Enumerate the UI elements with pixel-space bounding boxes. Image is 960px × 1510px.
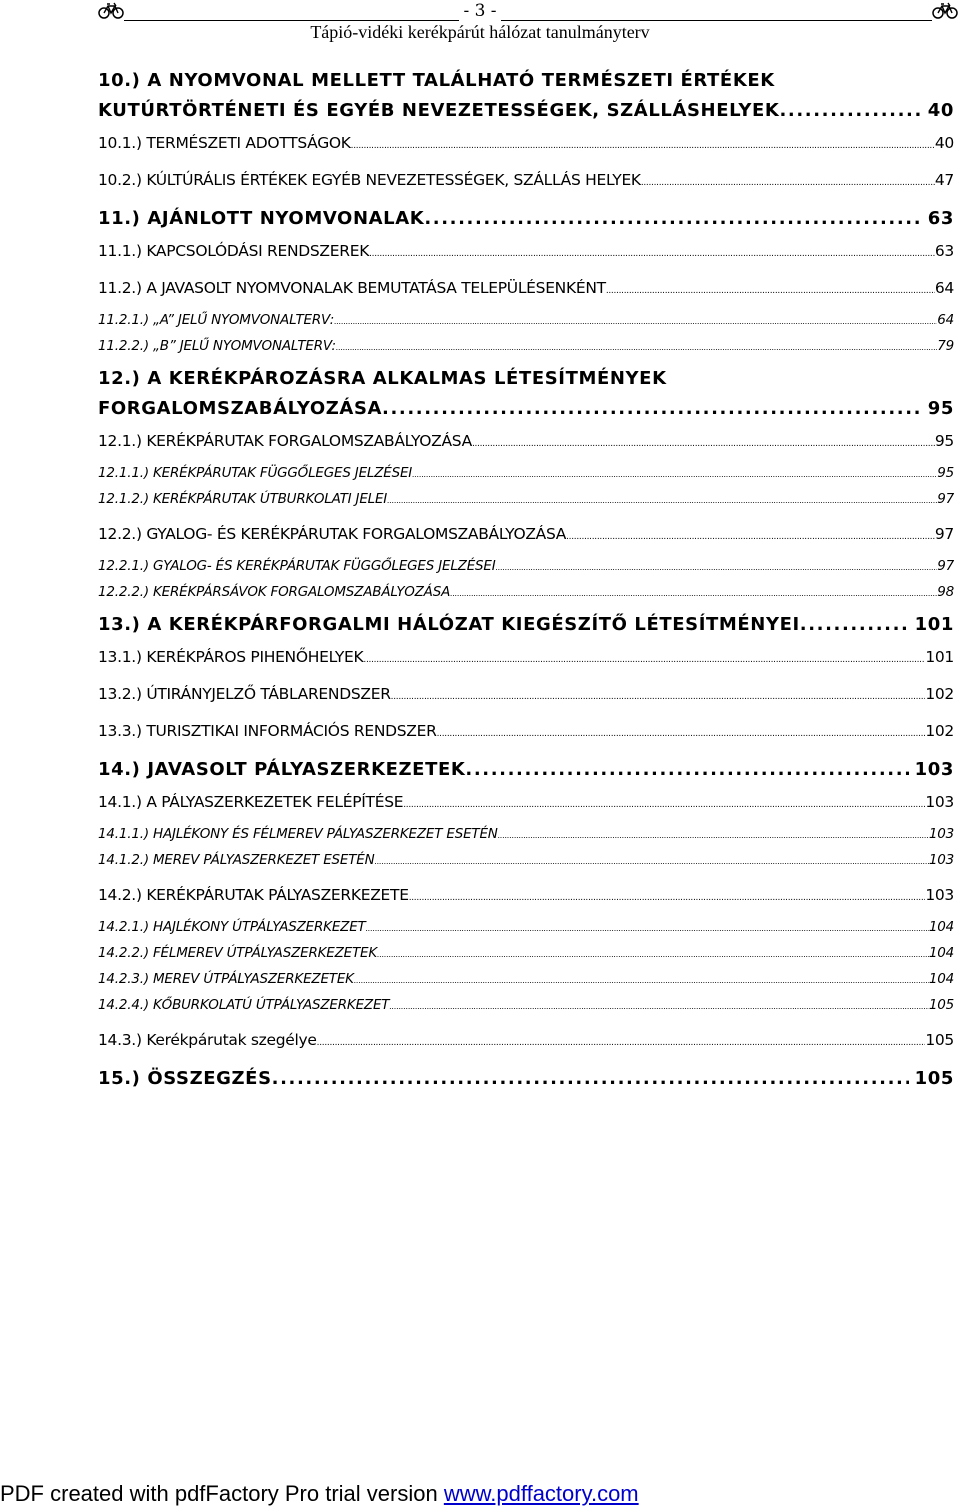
toc-page-number: 103 xyxy=(925,793,954,811)
dot-leader xyxy=(403,788,925,822)
toc-entry-title-line2: KUTÚRTÖRTÉNETI ÉS EGYÉB NEVEZETESSÉGEK, SZÁLLÁSHELYEK xyxy=(98,100,780,121)
toc-entry[interactable] xyxy=(98,424,954,461)
toc-entry-title: 11.) AJÁNLOTT NYOMVONALAK xyxy=(98,208,425,229)
toc-entry[interactable] xyxy=(98,941,954,967)
page-number: - 3 - xyxy=(459,1,500,21)
toc-entry-title: 14.2.4.) KŐBURKOLATÚ ÚTPÁLYASZERKEZET xyxy=(98,997,390,1013)
toc-page-number: 104 xyxy=(928,945,954,961)
dot-leader xyxy=(779,96,921,126)
page-header xyxy=(0,0,960,44)
dot-leader xyxy=(465,755,908,785)
toc-entry[interactable] xyxy=(98,461,954,487)
toc-entry-title: 14.2.1.) HAJLÉKONY ÚTPÁLYASZERKEZET xyxy=(98,919,366,935)
pdf-footer xyxy=(0,1479,639,1509)
toc-entry-title: 11.2.2.) „B” JELŰ NYOMVONALTERV: xyxy=(98,338,336,354)
dot-leader xyxy=(566,520,935,554)
toc-entry[interactable] xyxy=(98,334,954,360)
dot-leader xyxy=(498,823,929,848)
toc-entry-title-line1: 10.) A NYOMVONAL MELLETT TALÁLHATÓ TERMÉSZETI ÉRTÉKEK xyxy=(98,70,775,91)
toc-page-number: 95 xyxy=(934,432,954,450)
toc-entry-title: 10.2.) KÚLTÚRÁLIS ÉRTÉKEK EGYÉB NEVEZETESSÉGEK, SZÁLLÁS HELYEK xyxy=(98,171,641,189)
toc-entry-title: 12.1.2.) KERÉKPÁRUTAK ÚTBURKOLATI JELEI xyxy=(98,491,388,507)
toc-entry[interactable] xyxy=(98,308,954,334)
document-title: Tápió-vidéki kerékpárút hálózat tanulmányterv xyxy=(310,22,650,42)
toc-entry[interactable] xyxy=(98,554,954,580)
table-of-contents xyxy=(98,66,954,1094)
toc-entry[interactable] xyxy=(98,714,954,751)
header-rule xyxy=(124,20,932,21)
toc-page-number: 101 xyxy=(925,648,954,666)
toc-page-number: 105 xyxy=(914,1068,954,1089)
toc-page-number: 103 xyxy=(928,852,954,868)
dot-leader xyxy=(369,237,935,271)
toc-page-number: 95 xyxy=(927,398,954,419)
toc-page-number: 64 xyxy=(934,279,954,297)
toc-entry[interactable] xyxy=(98,204,954,234)
footer-text: PDF created with pdfFactory Pro trial version xyxy=(0,1481,444,1506)
dot-leader xyxy=(375,849,929,874)
toc-entry-title: 14.1.) A PÁLYASZERKEZETEK FELÉPÍTÉSE xyxy=(98,793,404,811)
toc-entry[interactable] xyxy=(98,848,954,874)
toc-page-number: 102 xyxy=(925,685,954,703)
toc-entry[interactable] xyxy=(98,163,954,200)
toc-page-number: 102 xyxy=(925,722,954,740)
dot-leader xyxy=(382,394,922,424)
toc-page-number: 103 xyxy=(925,886,954,904)
toc-page-number: 103 xyxy=(928,826,954,842)
toc-entry-title: 11.1.) KAPCSOLÓDÁSI RENDSZEREK xyxy=(98,242,370,260)
dot-leader xyxy=(496,555,938,580)
toc-page-number: 63 xyxy=(927,208,954,229)
toc-entry[interactable] xyxy=(98,610,954,640)
toc-entry-title: 14.2.3.) MEREV ÚTPÁLYASZERKEZETEK xyxy=(98,971,354,987)
toc-entry-title: 12.2.) GYALOG- ÉS KERÉKPÁRUTAK FORGALOMSZABÁLYOZÁSA xyxy=(98,525,567,543)
toc-page-number: 104 xyxy=(928,919,954,935)
toc-entry[interactable] xyxy=(98,580,954,606)
toc-entry-title: 11.2.) A JAVASOLT NYOMVONALAK BEMUTATÁSA TELEPÜLÉSENKÉNT xyxy=(98,279,606,297)
toc-page-number: 97 xyxy=(937,558,954,574)
toc-entry-title-line1: 12.) A KERÉKPÁROZÁSRA ALKALMAS LÉTESÍTMÉNYEK xyxy=(98,368,667,389)
dot-leader xyxy=(363,643,925,677)
dot-leader xyxy=(409,881,926,915)
dot-leader xyxy=(437,717,926,751)
toc-entry-title-line2: FORGALOMSZABÁLYOZÁSA xyxy=(98,398,383,419)
toc-page-number: 79 xyxy=(937,338,954,354)
toc-entry-title: 14.) JAVASOLT PÁLYASZERKEZETEK xyxy=(98,759,466,780)
toc-entry[interactable] xyxy=(98,915,954,941)
toc-entry-title: 13.) A KERÉKPÁRFORGALMI HÁLÓZAT KIEGÉSZÍTŐ LÉTESÍTMÉNYEI xyxy=(98,614,800,635)
dot-leader xyxy=(366,916,929,941)
toc-page-number: 95 xyxy=(937,465,954,481)
toc-entry[interactable] xyxy=(98,1064,954,1094)
dot-leader xyxy=(377,942,929,967)
toc-entry-title: 11.2.1.) „A” JELŰ NYOMVONALTERV: xyxy=(98,312,335,328)
dot-leader xyxy=(354,968,929,993)
dot-leader xyxy=(387,488,937,513)
dot-leader xyxy=(351,129,935,163)
dot-leader xyxy=(317,1026,926,1060)
toc-page-number: 40 xyxy=(927,100,954,121)
toc-entry-title: 12.2.2.) KERÉKPÁRSÁVOK FORGALOMSZABÁLYOZÁSA xyxy=(98,584,451,600)
toc-entry[interactable] xyxy=(98,993,954,1019)
toc-entry[interactable] xyxy=(98,755,954,785)
dot-leader xyxy=(800,610,909,640)
toc-entry-title: 15.) ÖSSZEGZÉS xyxy=(98,1068,272,1089)
dot-leader xyxy=(641,166,935,200)
toc-entry-title: 14.1.1.) HAJLÉKONY ÉS FÉLMEREV PÁLYASZERKEZET ESETÉN xyxy=(98,826,498,842)
toc-page-number: 101 xyxy=(914,614,954,635)
toc-entry[interactable] xyxy=(98,878,954,915)
pdffactory-link[interactable]: www.pdffactory.com xyxy=(443,1481,639,1506)
dot-leader xyxy=(272,1064,909,1094)
toc-entry[interactable] xyxy=(98,517,954,554)
toc-page-number: 103 xyxy=(914,759,954,780)
dot-leader xyxy=(450,581,937,606)
toc-entry-title: 12.1.1.) KERÉKPÁRUTAK FÜGGŐLEGES JELZÉSEI xyxy=(98,465,413,481)
dot-leader xyxy=(334,309,937,334)
toc-page-number: 63 xyxy=(934,242,954,260)
toc-entry[interactable] xyxy=(98,126,954,163)
toc-entry-title: 14.3.) Kerékpárutak szegélye xyxy=(98,1031,317,1049)
dot-leader xyxy=(424,204,921,234)
toc-page-number: 47 xyxy=(934,171,954,189)
dot-leader xyxy=(391,680,926,714)
toc-page-number: 40 xyxy=(934,134,954,152)
toc-page-number: 105 xyxy=(925,1031,954,1049)
toc-entry[interactable] xyxy=(98,640,954,677)
dot-leader xyxy=(336,335,937,360)
toc-entry-title: 14.2.2.) FÉLMEREV ÚTPÁLYASZERKEZETEK xyxy=(98,945,378,961)
toc-entry-title: 13.2.) ÚTIRÁNYJELZŐ TÁBLARENDSZER xyxy=(98,685,391,703)
toc-entry[interactable] xyxy=(98,1023,954,1060)
toc-entry-title: 13.1.) KERÉKPÁROS PIHENŐHELYEK xyxy=(98,648,364,666)
toc-page-number: 98 xyxy=(937,584,954,600)
toc-entry[interactable] xyxy=(98,271,954,308)
toc-page-number: 97 xyxy=(937,491,954,507)
toc-page-number: 97 xyxy=(934,525,954,543)
toc-entry[interactable] xyxy=(98,66,954,126)
toc-entry[interactable] xyxy=(98,487,954,513)
toc-entry[interactable] xyxy=(98,785,954,822)
toc-page-number: 64 xyxy=(937,312,954,328)
dot-leader xyxy=(606,274,935,308)
toc-page-number: 105 xyxy=(928,997,954,1013)
toc-entry[interactable] xyxy=(98,967,954,993)
toc-entry-title: 14.2.) KERÉKPÁRUTAK PÁLYASZERKEZETE xyxy=(98,886,409,904)
toc-entry-title: 13.3.) TURISZTIKAI INFORMÁCIÓS RENDSZER xyxy=(98,722,437,740)
toc-page-number: 104 xyxy=(928,971,954,987)
toc-entry-title: 14.1.2.) MEREV PÁLYASZERKEZET ESETÉN xyxy=(98,852,375,868)
toc-entry-title: 12.2.1.) GYALOG- ÉS KERÉKPÁRUTAK FÜGGŐLEGES JELZÉSEI xyxy=(98,558,496,574)
dot-leader xyxy=(389,994,929,1019)
toc-entry[interactable] xyxy=(98,364,954,424)
dot-leader xyxy=(412,462,937,487)
toc-entry-title: 10.1.) TERMÉSZETI ADOTTSÁGOK xyxy=(98,134,351,152)
toc-entry[interactable] xyxy=(98,822,954,848)
dot-leader xyxy=(472,427,935,461)
toc-entry[interactable] xyxy=(98,234,954,271)
toc-entry-title: 12.1.) KERÉKPÁRUTAK FORGALOMSZABÁLYOZÁSA xyxy=(98,432,472,450)
toc-entry[interactable] xyxy=(98,677,954,714)
